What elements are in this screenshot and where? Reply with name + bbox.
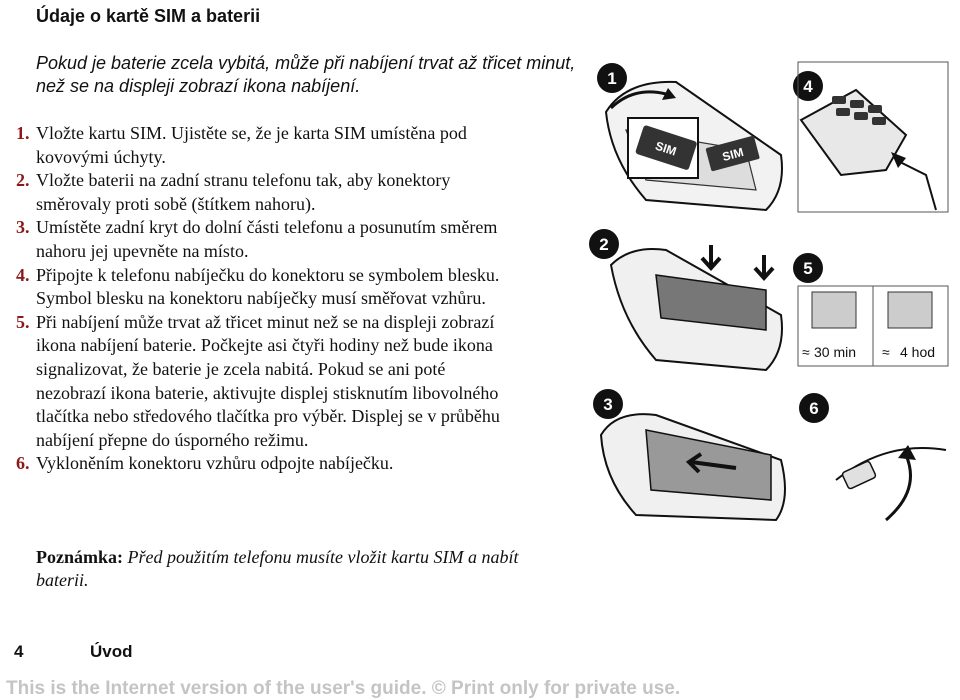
step-text: Při nabíjení může trvat až třicet minut než se na displeji zobrazí ikona nabíjení baterie. Počkejte asi čtyři hodiny než bude ikona signalizovat, že baterie je zcela nabitá. Pokud se ani poté nezobrazí ikona baterie, aktivujte displej stisknutím libovolného tlačítka nebo středového tlačítka pro výběr. Displej se v průběhu nabíjení přepne do úsporného režimu. <box>36 311 500 450</box>
panel-2-battery-insertion <box>589 229 782 370</box>
step-badge-4-label: 4 <box>803 77 813 96</box>
charger-plug-icon <box>842 461 877 490</box>
intro-paragraph: Pokud je baterie zcela vybitá, může při nabíjení trvat až třicet minut, než se na displeji zobrazí ikona nabíjení. <box>36 53 576 96</box>
short-charge-time: 30 min <box>814 344 857 360</box>
step-badge-3-label: 3 <box>603 395 613 414</box>
list-item <box>16 311 576 453</box>
panel-4-charger-connection <box>793 62 948 212</box>
panel-1-sim-insertion <box>597 63 782 210</box>
step-number: 1. <box>16 123 30 143</box>
panel-6-disconnect-charger <box>799 393 946 520</box>
panel-3-back-cover <box>593 389 785 520</box>
list-item <box>16 169 576 216</box>
panel-5-charging-times <box>793 253 948 366</box>
step-number: 4. <box>16 264 30 285</box>
full-battery-display-icon <box>888 292 932 328</box>
step-text: Vykloněním konektoru vzhůru odpojte nabíječku. <box>36 453 394 474</box>
step-badge-2-label: 2 <box>599 235 609 254</box>
step-text: Vložte kartu SIM. Ujistěte se, že je karta SIM umístěna pod kovovými úchyty. <box>36 123 467 167</box>
curved-arrow-icon <box>886 455 911 520</box>
full-charge-time: 4 hod <box>900 344 936 360</box>
note-label: Poznámka: <box>36 547 123 567</box>
sim-card-label: SIM <box>653 138 679 159</box>
step-badge-1-label: 1 <box>607 69 617 88</box>
step-badge-5-label: 5 <box>803 259 813 278</box>
step-number: 5. <box>16 311 30 332</box>
approx-symbol: ≈ <box>882 344 890 360</box>
list-item <box>16 122 576 169</box>
charging-display-icon <box>812 292 856 328</box>
step-text: Vložte baterii na zadní stranu telefonu tak, aby konektory směrovaly proti sobě (štítkem nahoru). <box>36 170 451 214</box>
approx-symbol: ≈ <box>802 344 810 360</box>
charger-cable-icon <box>896 160 936 210</box>
sim-slot-label: SIM <box>720 144 746 165</box>
section-name: Úvod <box>90 642 133 661</box>
step-text: Umístěte zadní kryt do dolní části telefonu a posunutím směrem nahoru jej upevněte na místo. <box>36 217 498 261</box>
list-item <box>16 216 576 263</box>
step-badge-6-label: 6 <box>809 399 819 418</box>
list-item <box>16 452 576 476</box>
instruction-steps <box>16 122 576 476</box>
list-item <box>16 264 576 311</box>
step-number: 6. <box>16 453 30 474</box>
page-title: Údaje o kartě SIM a baterii <box>36 6 261 26</box>
assembly-illustration <box>586 60 956 530</box>
step-number: 3. <box>16 217 30 238</box>
connect-arrow-icon <box>891 152 906 168</box>
step-text: Připojte k telefonu nabíječku do konektoru se symbolem blesku. Symbol blesku na konektoru nabíječky musí směřovat vzhůru. <box>36 264 500 309</box>
page-number: 4 <box>14 642 24 661</box>
step-number: 2. <box>16 170 30 191</box>
down-arrow-icon <box>702 245 720 268</box>
note-text: Před použitím telefonu musíte vložit kartu SIM a nabít baterii. <box>36 547 519 590</box>
down-arrow-icon <box>755 255 773 278</box>
note <box>36 546 556 592</box>
watermark-text: This is the Internet version of the user's guide. © Print only for private use. <box>6 678 681 699</box>
